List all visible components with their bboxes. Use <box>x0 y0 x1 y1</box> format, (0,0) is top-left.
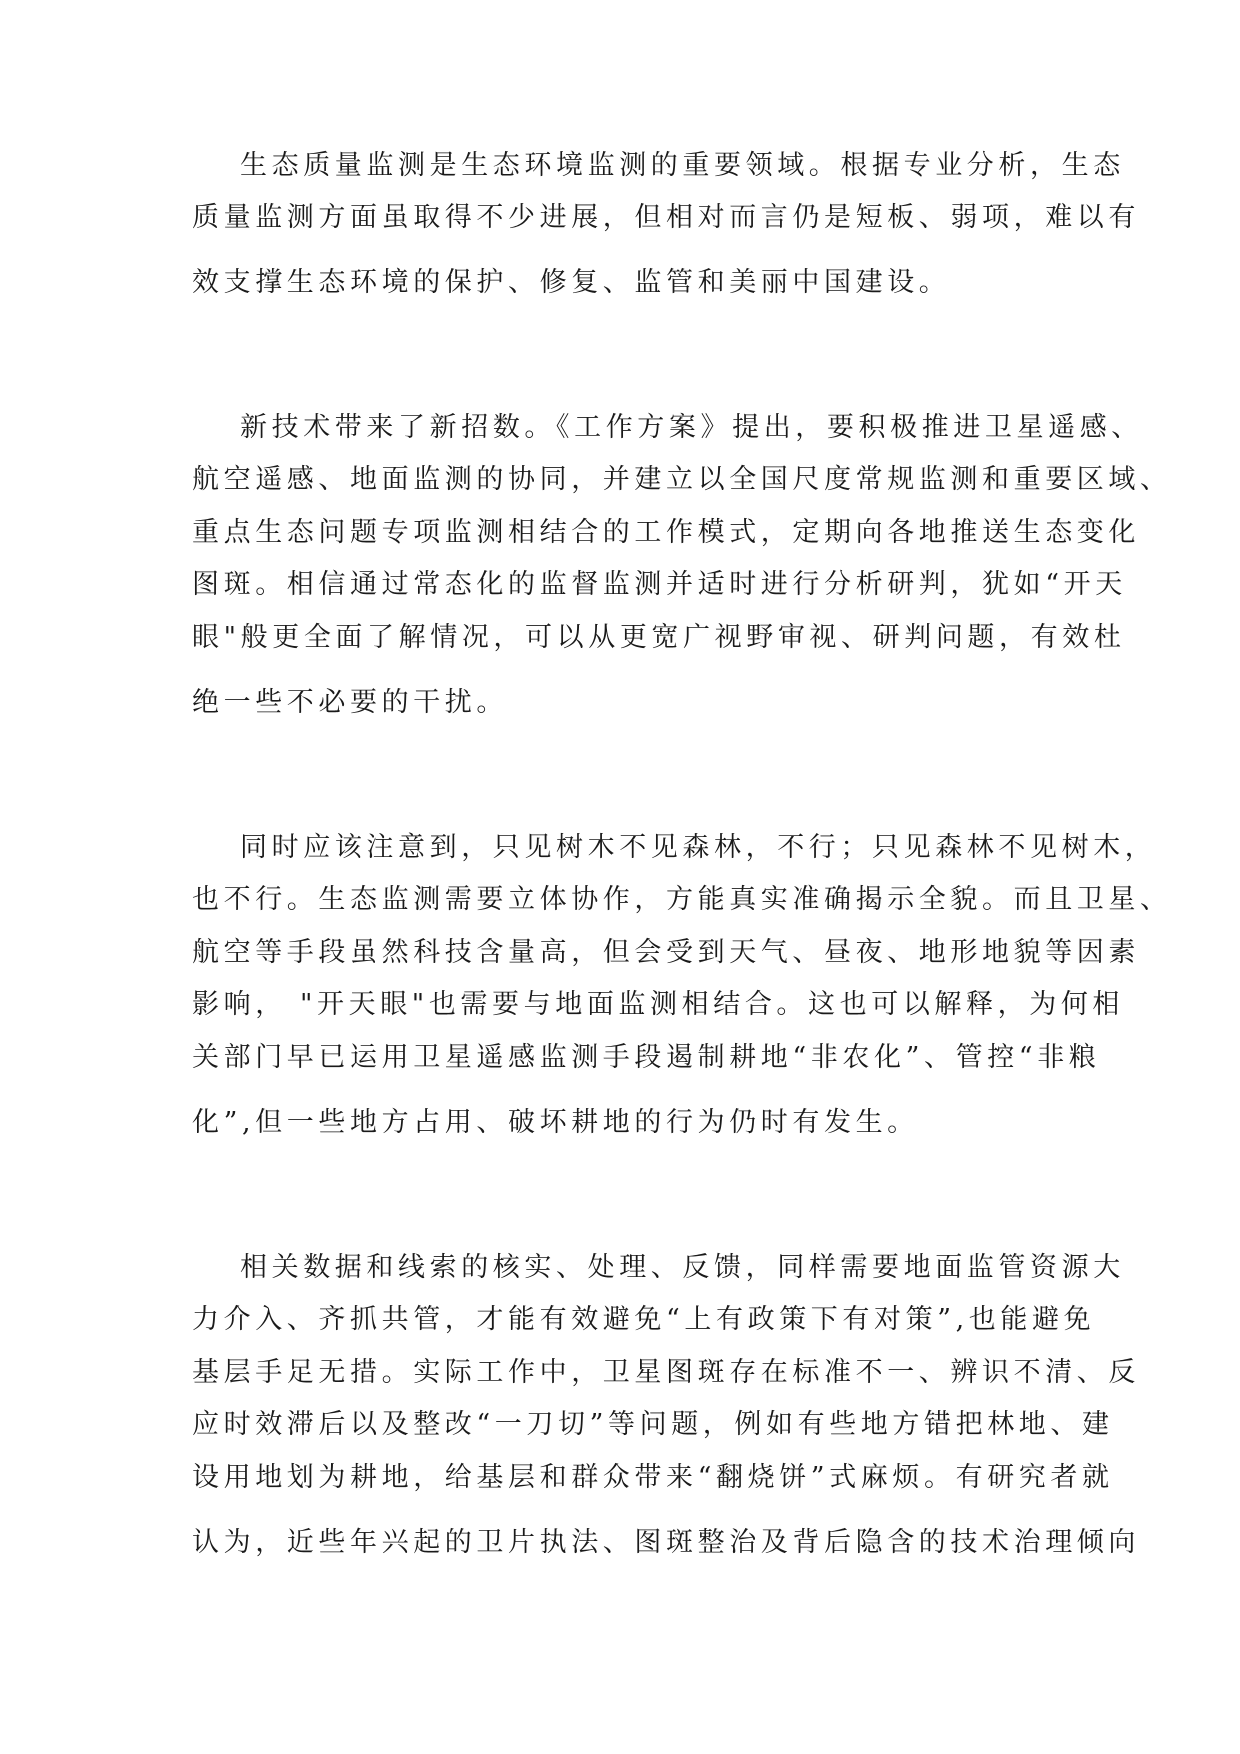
text-line: 影响， "开天眼"也需要与地面监测相结合。这也可以解释，为何相 <box>192 989 1125 1020</box>
text-line: 效支撑生态环境的保护、修复、监管和美丽中国建设。 <box>192 267 951 298</box>
text-line: 航空遥感、地面监测的协同，并建立以全国尺度常规监测和重要区域、 <box>192 464 1172 495</box>
text-line: 质量监测方面虽取得不少进展，但相对而言仍是短板、弱项，难以有 <box>192 202 1140 233</box>
text-line: 重点生态问题专项监测相结合的工作模式，定期向各地推送生态变化 <box>192 517 1140 548</box>
text-line: 图斑。相信通过常态化的监督监测并适时进行分析研判，犹如“开天 <box>192 569 1127 600</box>
text-line: 也不行。生态监测需要立体协作，方能真实准确揭示全貌。而且卫星、 <box>192 884 1172 915</box>
text-line: 新技术带来了新招数。《工作方案》提出，要积极推进卫星遥感、 <box>240 412 1143 443</box>
text-line: 航空等手段虽然科技含量高，但会受到天气、昼夜、地形地貌等因素 <box>192 937 1140 968</box>
text-line: 关部门早已运用卫星遥感监测手段遏制耕地“非农化”、管控“非粮 <box>192 1042 1101 1073</box>
text-line: 同时应该注意到，只见树木不见森林，不行；只见森林不见树木， <box>240 832 1157 863</box>
text-line: 力介入、齐抓共管，才能有效避免“上有政策下有对策”,也能避免 <box>192 1304 1096 1335</box>
text-line: 认为，近些年兴起的卫片执法、图斑整治及背后隐含的技术治理倾向 <box>192 1527 1140 1558</box>
text-line: 化”,但一些地方占用、破坏耕地的行为仍时有发生。 <box>192 1107 919 1138</box>
text-line: 应时效滞后以及整改“一刀切”等问题，例如有些地方错把林地、建 <box>192 1409 1114 1440</box>
text-line: 生态质量监测是生态环境监测的重要领域。根据专业分析，生态 <box>240 150 1125 181</box>
text-line: 设用地划为耕地，给基层和群众带来“翻烧饼”式麻烦。有研究者就 <box>192 1462 1114 1493</box>
text-line: 绝一些不必要的干扰。 <box>192 687 508 718</box>
text-line: 相关数据和线索的核实、处理、反馈，同样需要地面监管资源大 <box>240 1252 1125 1283</box>
text-line: 基层手足无措。实际工作中，卫星图斑存在标准不一、辨识不清、反 <box>192 1357 1140 1388</box>
text-line: 眼"般更全面了解情况，可以从更宽广视野审视、研判问题，有效杜 <box>192 622 1126 653</box>
